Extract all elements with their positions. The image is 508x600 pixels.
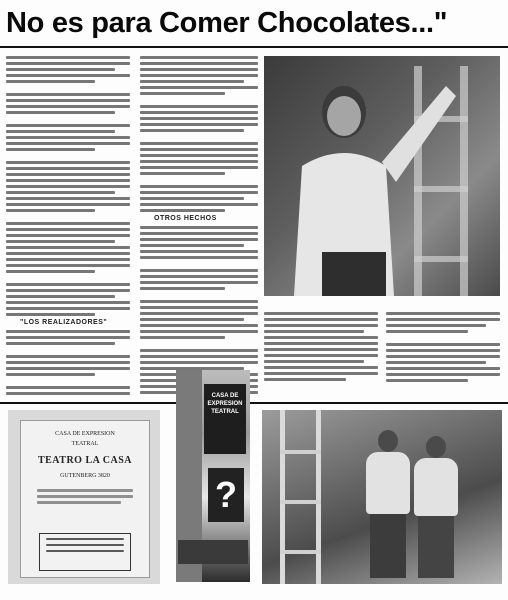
- left-subhead: "LOS REALIZADORES": [20, 319, 108, 326]
- poster-line-3: GUTENBERG 3820: [60, 473, 110, 479]
- theater-poster-photo: [8, 410, 160, 584]
- theater-poster: [20, 420, 150, 578]
- theater-sign-photo: [176, 370, 250, 582]
- article-column-3: [264, 312, 378, 396]
- mid-subhead: OTROS HECHOS: [154, 215, 217, 222]
- theater-sign-text: CASA DE EXPRESION TEATRAL: [207, 393, 243, 415]
- column-2-text-block: [140, 56, 258, 396]
- man-right-shirt: [414, 458, 458, 516]
- section-rule: [0, 402, 508, 404]
- poster-line-2: TEATRAL: [71, 441, 99, 447]
- man-left-shirt: [366, 452, 410, 514]
- poster-body-lines: [37, 489, 133, 507]
- ladder-rung: [280, 500, 321, 504]
- article-column-4: [386, 312, 500, 396]
- column-3-text-block: [264, 312, 378, 396]
- poster-title: TEATRO LA CASA: [37, 455, 133, 466]
- man-right-head: [426, 436, 446, 458]
- man-left-head: [378, 430, 398, 452]
- poster-schedule-box: [39, 533, 131, 571]
- portrait-photo: [264, 56, 500, 296]
- ladder-rung: [280, 450, 321, 454]
- column-1-text-block: [6, 56, 130, 396]
- ladder-rung: [280, 550, 321, 554]
- headline-rule: [0, 46, 508, 48]
- article-column-2: [140, 56, 258, 396]
- article-column-1: [6, 56, 130, 396]
- man-right-trousers: [418, 516, 454, 578]
- ladder-rail-left: [280, 410, 285, 584]
- question-mark-sign: ?: [208, 468, 244, 522]
- poster-line-1: CASA DE EXPRESION: [55, 431, 115, 437]
- man-left-trousers: [370, 514, 406, 578]
- portrait-photo-illustration: [264, 56, 500, 296]
- column-4-text-block: [386, 312, 500, 396]
- ladder-rail-right: [316, 410, 321, 584]
- two-men-photo: [262, 410, 502, 584]
- headline: No es para Comer Chocolates...": [6, 7, 448, 39]
